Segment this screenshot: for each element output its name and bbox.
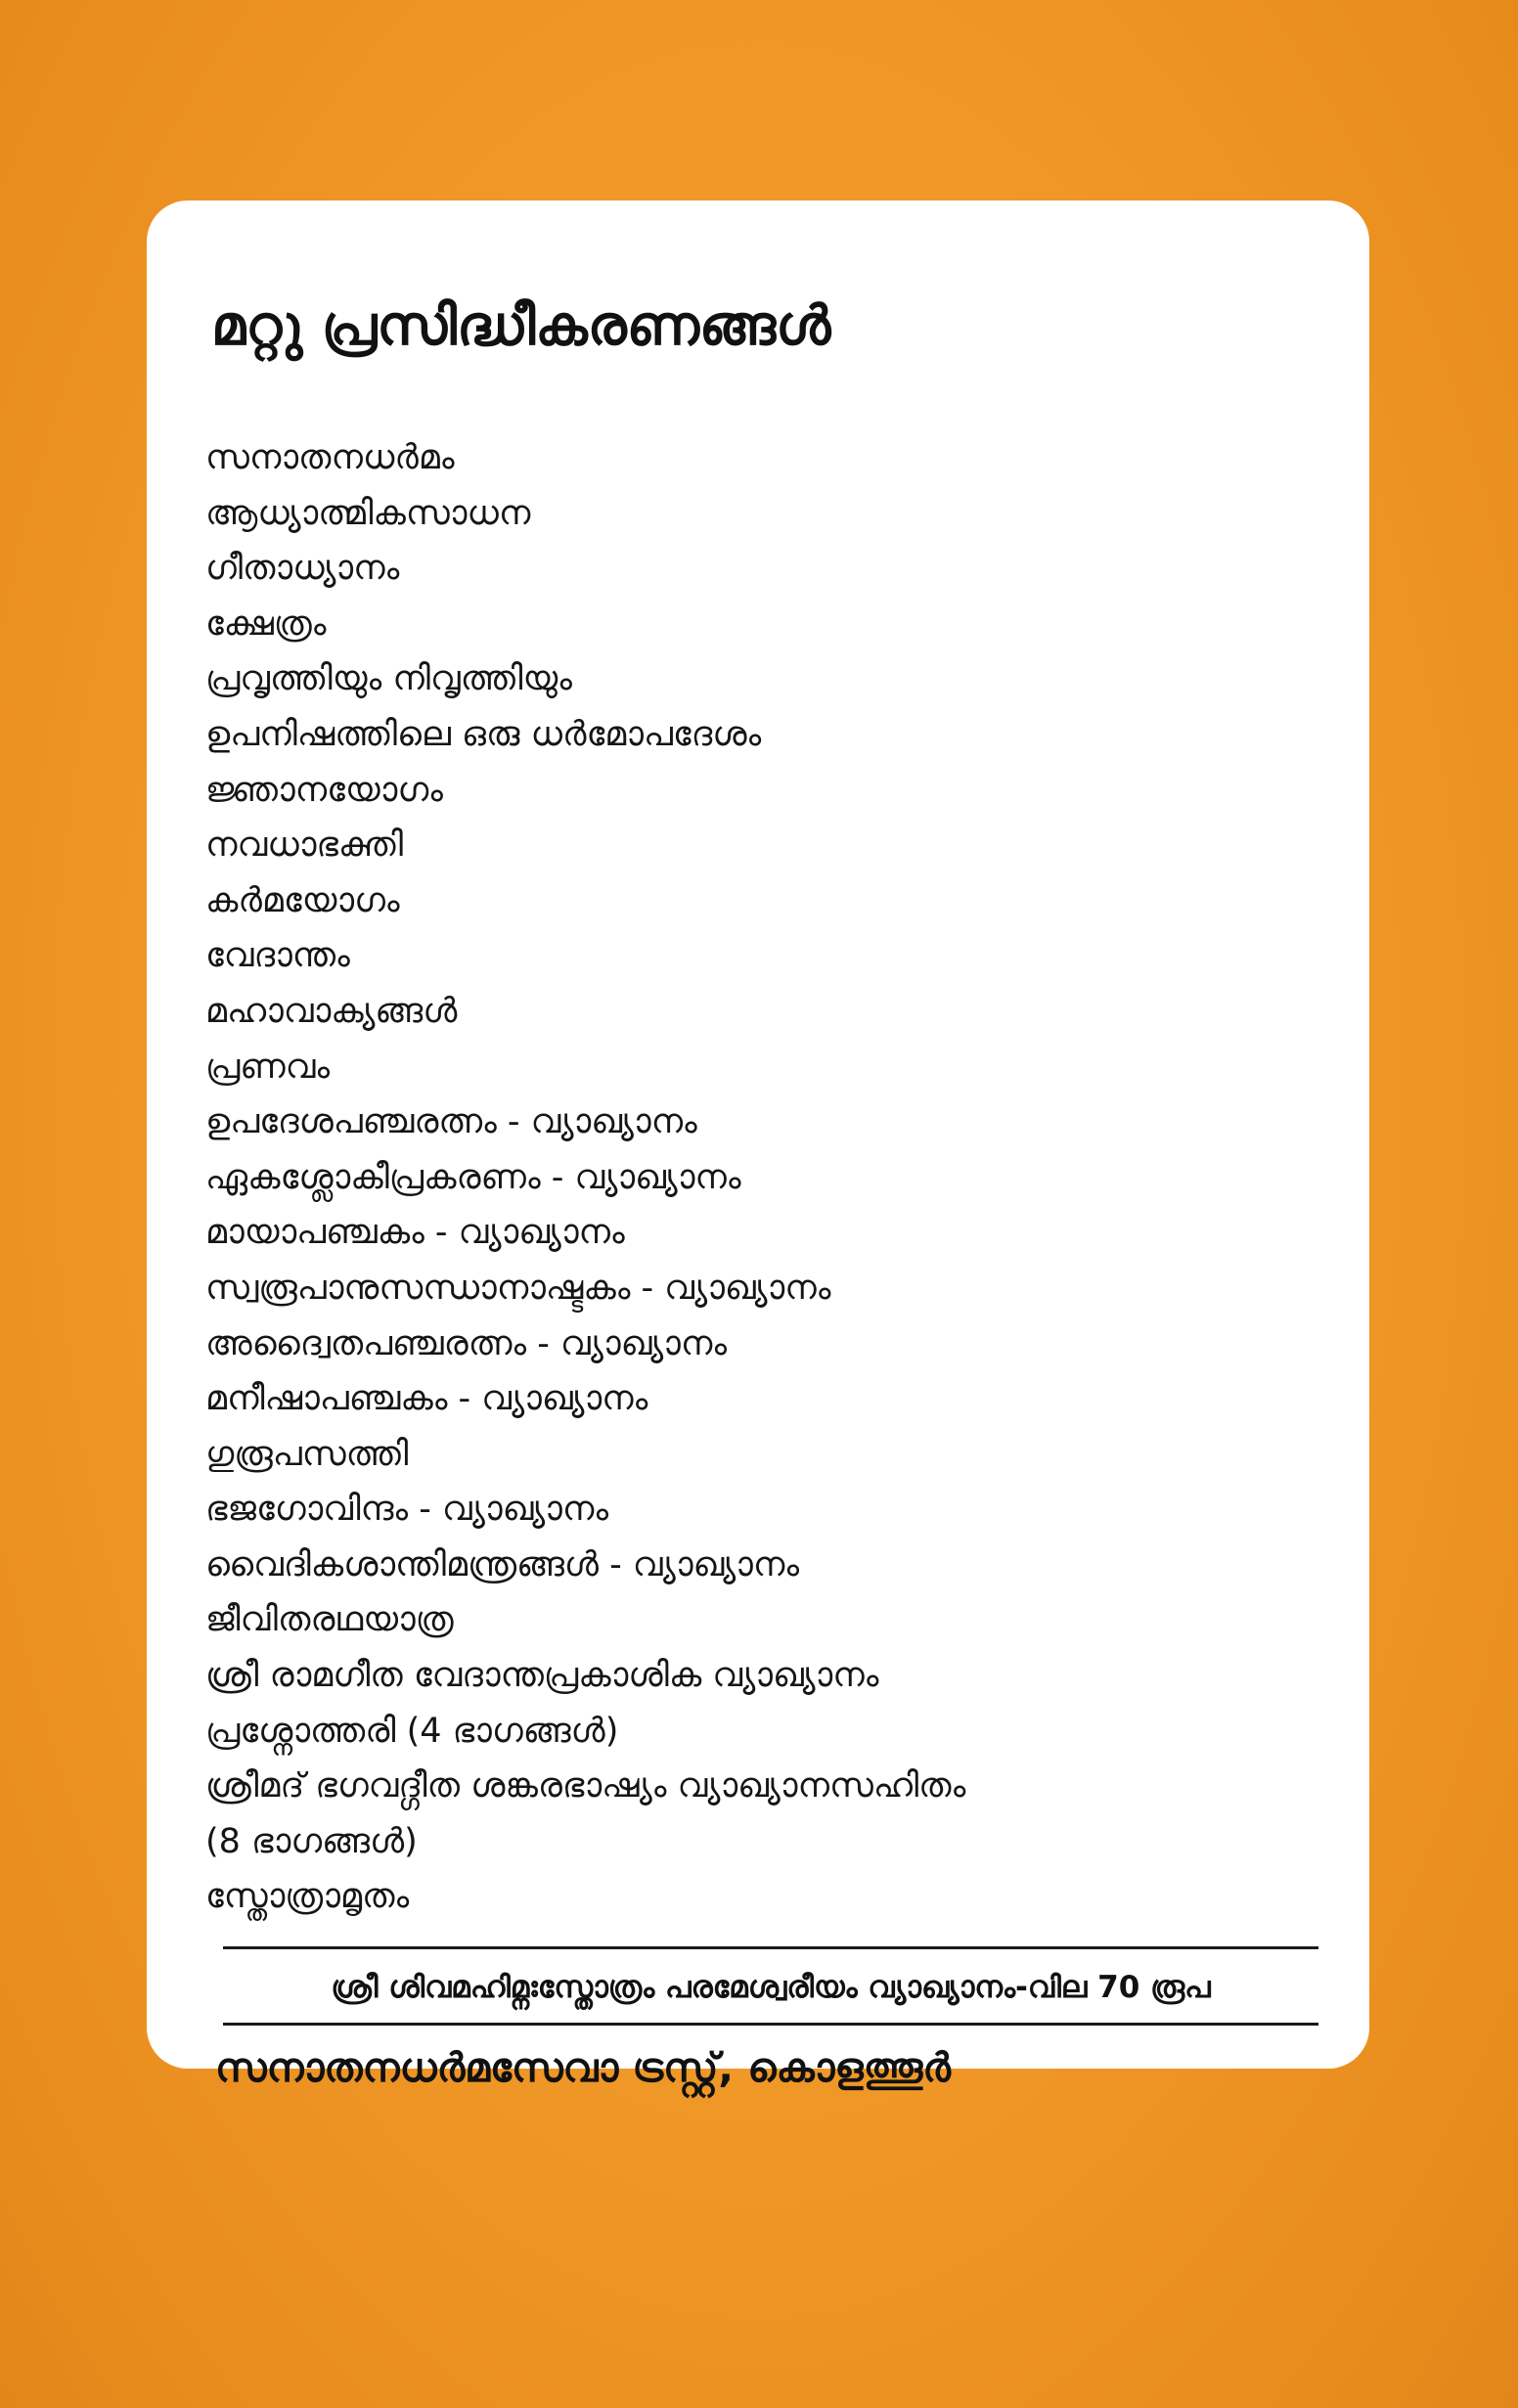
list-item: സ്വരൂപാനുസന്ധാനാഷ്ടകം - വ്യാഖ്യാനം	[205, 1268, 831, 1308]
list-item: കർമയോഗം	[205, 880, 400, 920]
book-list	[205, 430, 965, 1925]
list-item: പ്രശ്നോത്തരി (4 ഭാഗങ്ങൾ)	[205, 1711, 619, 1751]
list-item: ഗീതാധ്യാനം	[205, 549, 400, 589]
page-title: മറ്റു പ്രസിദ്ധീകരണങ്ങൾ	[211, 294, 831, 358]
list-item: വേദാന്തം	[205, 936, 350, 976]
list-item: അദ്വൈതപഞ്ചരത്നം - വ്യാഖ്യാനം	[205, 1323, 728, 1363]
list-item: സ്തോത്രാമൃതം	[205, 1877, 410, 1917]
publisher-name: സനാതനധർമസേവാ ട്രസ്റ്റ്, കൊളത്തൂർ	[215, 2044, 951, 2091]
list-item: ജ്ഞാനയോഗം	[205, 770, 443, 810]
list-item: ജീവിതരഥയാത്ര	[205, 1600, 454, 1640]
list-item: പ്രവൃത്തിയും നിവൃത്തിയും	[205, 659, 572, 699]
list-item: ഗുരൂപസത്തി	[205, 1434, 409, 1474]
divider	[223, 1946, 1318, 1949]
list-item: ക്ഷേത്രം	[205, 603, 327, 644]
list-item: സനാതനധർമം	[205, 438, 455, 477]
list-item: ഭജഗോവിന്ദം - വ്യാഖ്യാനം	[205, 1490, 609, 1530]
list-item: ശ്രീമദ് ഭഗവദ്ഗീത ശങ്കരഭാഷ്യം വ്യാഖ്യാനസഹിതം	[205, 1766, 966, 1806]
list-item: ആധ്യാത്മികസാധന	[205, 493, 531, 533]
book-list-card	[147, 201, 1369, 2091]
divider	[223, 2023, 1318, 2026]
list-item: ഏകശ്ലോകീപ്രകരണം - വ്യാഖ്യാനം	[205, 1157, 741, 1197]
list-item: മഹാവാക്യങ്ങൾ	[205, 991, 458, 1031]
list-item: ഉപനിഷത്തിലെ ഒരു ധർമോപദേശം	[205, 714, 762, 754]
list-item: നവധാഭക്തി	[205, 825, 404, 866]
list-item: വൈദികശാന്തിമന്ത്രങ്ങൾ - വ്യാഖ്യാനം	[205, 1544, 799, 1584]
list-item: മായാപഞ്ചകം - വ്യാഖ്യാനം	[205, 1213, 625, 1253]
featured-title: ശ്രീ ശിവമഹിമ്നഃസ്തോത്രം പരമേശ്വരീയം വ്യാഖ്യാനം-വില 70 രൂപ	[331, 1970, 1211, 2005]
list-item: പ്രണവം	[205, 1047, 331, 1087]
list-item: (8 ഭാഗങ്ങൾ)	[205, 1821, 418, 1861]
list-item: ശ്രീ രാമഗീത വേദാന്തപ്രകാശിക വ്യാഖ്യാനം	[205, 1656, 879, 1696]
list-item: മനീഷാപഞ്ചകം - വ്യാഖ്യാനം	[205, 1379, 648, 1419]
list-item: ഉപദേശപഞ്ചരത്നം - വ്യാഖ്യാനം	[205, 1102, 697, 1142]
